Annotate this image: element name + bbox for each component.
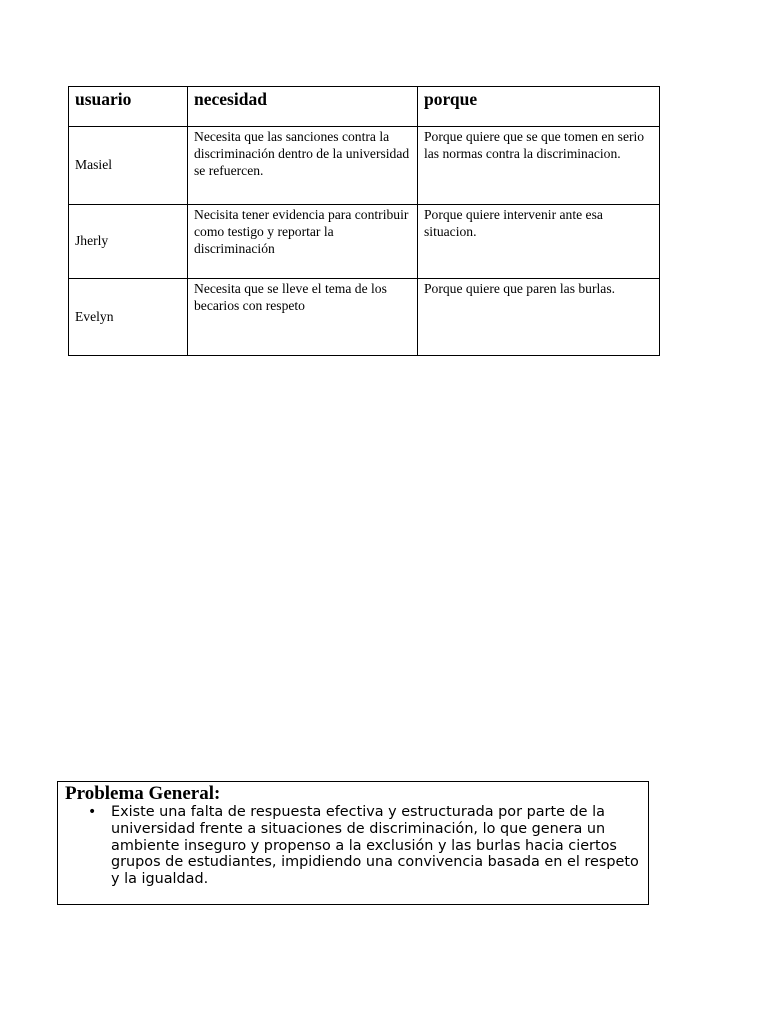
header-usuario: usuario	[69, 87, 188, 127]
cell-porque: Porque quiere que se que tomen en serio las normas contra la discriminacion.	[418, 127, 660, 205]
cell-usuario: Jherly	[69, 205, 188, 279]
header-porque: porque	[418, 87, 660, 127]
table-row	[69, 279, 660, 356]
cell-usuario: Masiel	[69, 127, 188, 205]
cell-porque: Porque quiere intervenir ante esa situacion.	[418, 205, 660, 279]
table-row	[69, 205, 660, 279]
cell-porque: Porque quiere que paren las burlas.	[418, 279, 660, 356]
cell-necesidad: Necesita que se lleve el tema de los becarios con respeto	[188, 279, 418, 356]
problem-general-box	[57, 781, 649, 905]
list-item	[58, 804, 649, 888]
cell-necesidad: Necisita tener evidencia para contribuir como testigo y reportar la discriminación	[188, 205, 418, 279]
bullet-icon: •	[88, 804, 97, 820]
table-row	[69, 127, 660, 205]
header-necesidad: necesidad	[188, 87, 418, 127]
problem-title: Problema General:	[65, 783, 221, 804]
problem-list	[58, 804, 649, 888]
problem-statement: Existe una falta de respuesta efectiva y estructurada por parte de la universidad frente a situaciones de discriminación, lo que genera un ambiente inseguro y propenso a la exclusión y las burlas hacia ciertos grupos de estudiantes, impidiendo una convivencia basada en el respeto y la igualdad.	[111, 804, 639, 888]
user-needs-table	[68, 86, 660, 356]
cell-usuario: Evelyn	[69, 279, 188, 356]
cell-necesidad: Necesita que las sanciones contra la discriminación dentro de la universidad se refuercen.	[188, 127, 418, 205]
table-header-row	[69, 87, 660, 127]
